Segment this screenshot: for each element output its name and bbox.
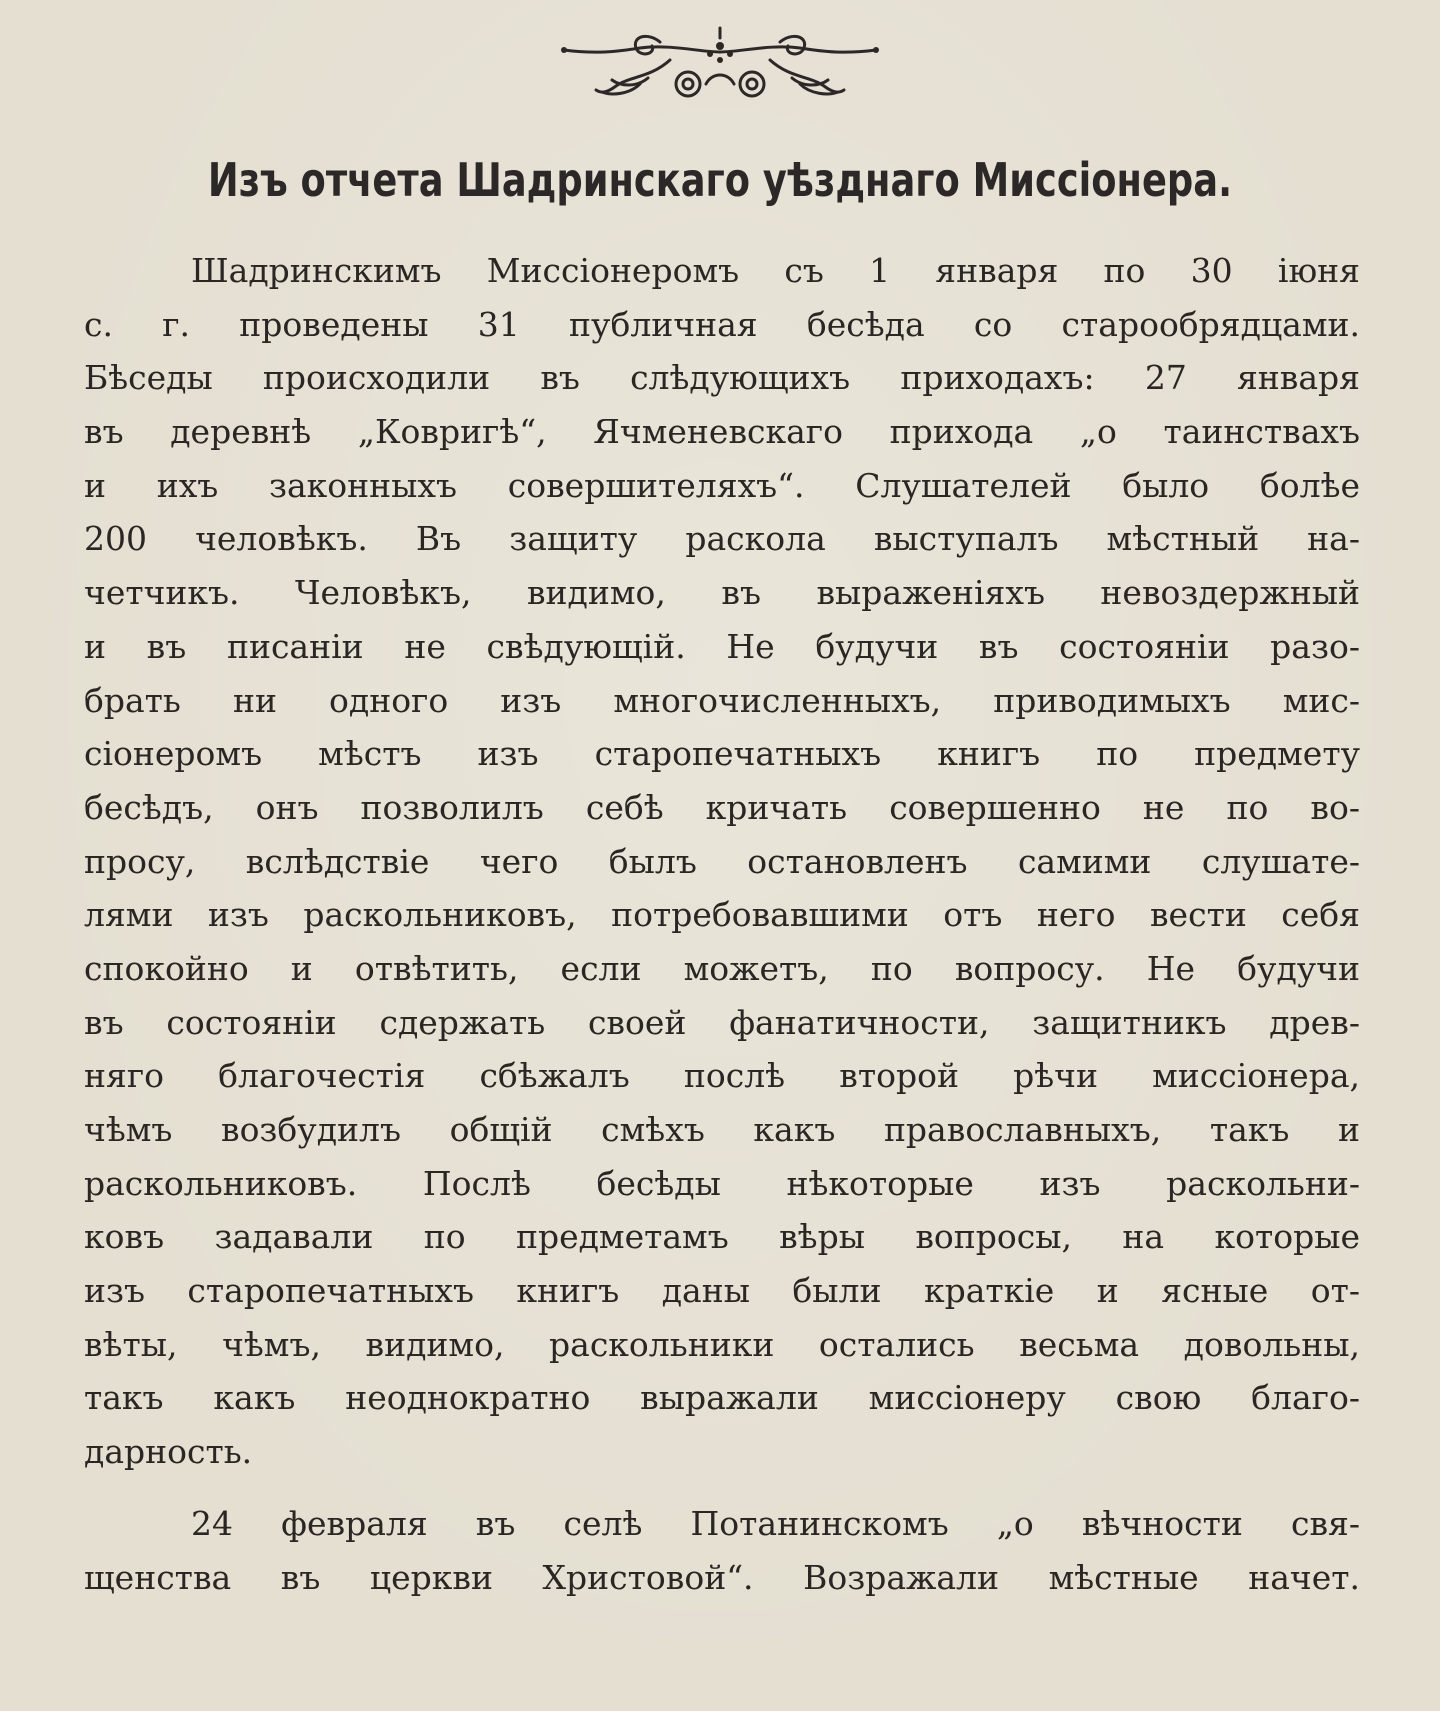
page-title: Изъ отчета Шадринскаго уѣзднаго Миссiонера. (207, 153, 1233, 207)
text-line: въ состоянiи сдержать своей фанатичности, защитникъ древ- (84, 1002, 1360, 1042)
text-line: вѣты, чѣмъ, видимо, раскольники остались весьма довольны, (84, 1324, 1360, 1364)
text-line: дарность. (84, 1432, 253, 1472)
paragraph-gap (84, 1479, 1360, 1497)
text-line: Шадринскимъ Миссiонеромъ съ 1 января по 30 iюня (191, 251, 1360, 290)
text-line: такъ какъ неоднократно выражали миссiонеру свою благо- (84, 1378, 1360, 1418)
text-line: 24 февраля въ селѣ Потанинскомъ „о вѣчности свя- (191, 1503, 1360, 1543)
text-line: лями изъ раскольниковъ, потребовавшими отъ него вести себя (84, 895, 1360, 935)
text-line: Бѣседы происходили въ слѣдующихъ приходахъ: 27 января (84, 358, 1360, 398)
text-line: ковъ задавали по предметамъ вѣры вопросы, на которые (84, 1217, 1360, 1257)
text-line: спокойно и отвѣтить, если можетъ, по вопросу. Не будучи (84, 948, 1360, 988)
text-line: брать ни одного изъ многочисленныхъ, приводимыхъ мис- (84, 680, 1360, 720)
text-line: сiонеромъ мѣстъ изъ старопечатныхъ книгъ по предмету (84, 734, 1360, 774)
text-line: просу, вслѣдствiе чего былъ остановленъ самими слушате- (84, 841, 1360, 881)
text-line: с. г. проведены 31 публичная бесѣда со старообрядцами. (84, 304, 1360, 344)
text-line: 200 человѣкъ. Въ защиту раскола выступалъ мѣстный на- (84, 519, 1360, 559)
text-line: и ихъ законныхъ совершителяхъ“. Слушателей было болѣе (84, 465, 1360, 505)
text-line: въ деревнѣ „Ковригѣ“, Ячменевскаго прихода „о таинствахъ (84, 412, 1360, 452)
text-line: четчикъ. Человѣкъ, видимо, въ выраженiяхъ невоздержный (84, 573, 1360, 613)
text-line: щенства въ церкви Христовой“. Возражали мѣстные начет. (84, 1557, 1360, 1597)
text-line: раскольниковъ. Послѣ бесѣды нѣкоторые изъ раскольни- (84, 1163, 1360, 1203)
text-line: изъ старопечатныхъ книгъ даны были краткiе и ясные от- (84, 1271, 1360, 1311)
text-line: няго благочестiя сбѣжалъ послѣ второй рѣчи миссiонера, (84, 1056, 1360, 1096)
ornament-flourish-icon (520, 24, 920, 104)
text-line: бесѣдъ, онъ позволилъ себѣ кричать совершенно не по во- (84, 787, 1360, 827)
paragraph (84, 244, 1360, 1479)
article-body (84, 244, 1360, 1604)
text-line: и въ писанiи не свѣдующiй. Не будучи въ состоянiи разо- (84, 626, 1360, 666)
paragraph (84, 1497, 1360, 1604)
text-line: чѣмъ возбудилъ общiй смѣхъ какъ православныхъ, такъ и (84, 1110, 1360, 1149)
